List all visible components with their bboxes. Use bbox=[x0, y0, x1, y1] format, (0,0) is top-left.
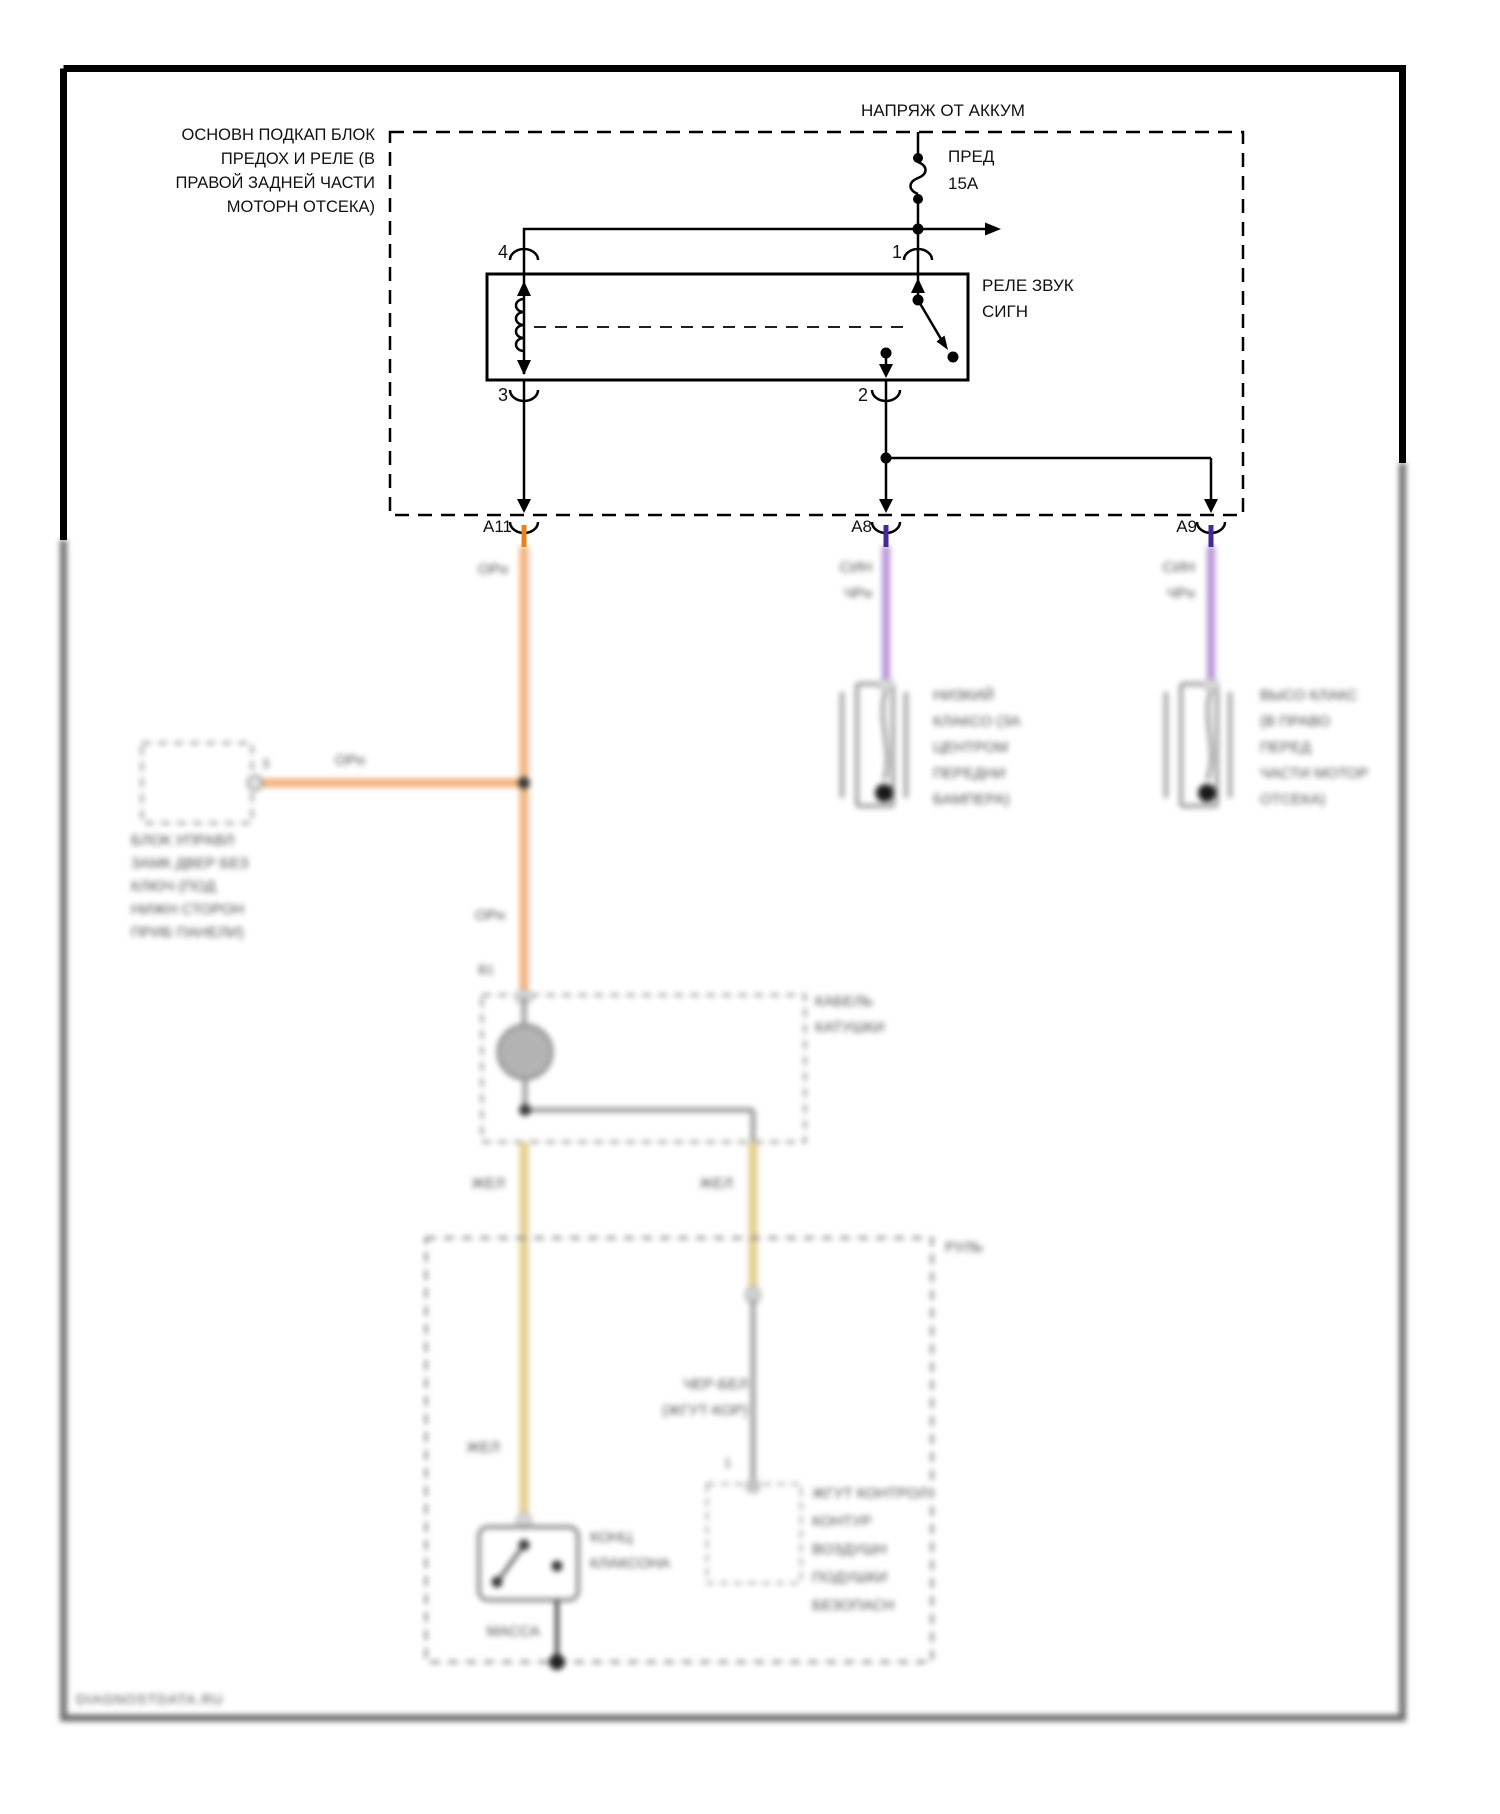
wire-color-label: ОРн bbox=[335, 752, 365, 769]
horn-high-label: ЧАСТИ МОТОР bbox=[1260, 765, 1369, 782]
relay-pin-2-label: 2 bbox=[857, 385, 868, 405]
switch-feed-arrow-up bbox=[911, 278, 925, 293]
switch-lever-arrowhead bbox=[937, 336, 949, 351]
wire-color-label: ЖЕЛ bbox=[699, 1175, 733, 1192]
switch-output-arrow-down bbox=[879, 364, 893, 378]
wire-color-label: СИН bbox=[1162, 559, 1195, 576]
fuse-block-label: ПРАВОЙ ЗАДНЕЙ ЧАСТИ bbox=[175, 174, 375, 192]
fuse-block-label: МОТОРН ОТСЕКА) bbox=[226, 198, 375, 216]
wire-color-label: СИН bbox=[839, 559, 872, 576]
wire-color-label: ЖЕЛ bbox=[471, 1175, 505, 1192]
keyless-module-label: КЛЮЧ (ПОД bbox=[131, 878, 216, 895]
sir-pin-label: 1 bbox=[724, 1455, 732, 1470]
clockspring-pin-label: В1 bbox=[478, 962, 494, 977]
pin2-branch-junction bbox=[881, 453, 892, 464]
keyless-module-label: БЛОК УПРАВЛ bbox=[131, 832, 235, 849]
connector-cups-top bbox=[510, 249, 932, 260]
clockspring-label: КАТУШКИ bbox=[815, 1019, 885, 1036]
coil-arrow-up bbox=[517, 281, 531, 296]
relay-name-label: РЕЛЕ ЗВУК bbox=[982, 276, 1074, 295]
ground-label: МАССА bbox=[486, 1623, 540, 1640]
fuse-rating-label: 15А bbox=[948, 174, 979, 193]
fuse-block-label: ПРЕДОХ И РЕЛЕ (В bbox=[220, 150, 375, 168]
watermark: DIAGNOSTDATA.RU bbox=[76, 1691, 224, 1707]
connector-a8-label: A8 bbox=[851, 517, 872, 536]
wire-color-label: (ЖГУТ-КОР) bbox=[662, 1402, 748, 1419]
wire-color-label: ЧЕР-БЕЛ bbox=[683, 1376, 748, 1393]
horn-high-label: ВЫСО КЛАКС bbox=[1260, 687, 1358, 704]
sir-harness-label: БЕЗОПАСН bbox=[812, 1597, 895, 1614]
coil-arrow-down bbox=[517, 360, 531, 375]
wire-color-label: ЖЕЛ bbox=[466, 1439, 500, 1456]
sir-harness-label: ЖГУТ КОНТРОЛ bbox=[812, 1485, 929, 1502]
relay-name-label: СИГН bbox=[982, 302, 1028, 321]
relay-pin-1-label: 1 bbox=[891, 242, 902, 262]
horn-low-label: НИЗКИЙ bbox=[933, 687, 994, 704]
relay-pin-3-label: 3 bbox=[497, 385, 508, 405]
horn-low-label: КЛАКСО (ЗА bbox=[933, 713, 1021, 730]
keyless-module-label: ПРИБ ПАНЕЛИ) bbox=[131, 924, 244, 941]
sir-harness-label: ВОЗДУШН bbox=[812, 1541, 887, 1558]
clockspring-label: КАБЕЛЬ bbox=[815, 993, 874, 1010]
keyless-module-label: ЗАМК ДВЕР БЕЗ bbox=[131, 855, 249, 872]
steering-wheel-label: РУЛЬ bbox=[945, 1239, 984, 1256]
horn-high-label: (В ПРАВО bbox=[1260, 713, 1331, 730]
switch-lever bbox=[918, 300, 941, 339]
battery-feed-wire bbox=[911, 132, 926, 229]
horn-high-label: ОТСЕКА) bbox=[1260, 791, 1326, 808]
switch-no-contact bbox=[948, 352, 959, 363]
keyless-module-label: НИЖН СТОРОН bbox=[131, 901, 245, 918]
wire-color-label: ОРн bbox=[475, 907, 505, 924]
wire-color-label: ЧРн bbox=[843, 585, 872, 602]
wire-color-label: ЧРн bbox=[1166, 585, 1195, 602]
module-pin-label: 3 bbox=[262, 756, 270, 771]
horn-switch-label: КОНЦ bbox=[590, 1529, 633, 1546]
fuse-name-label: ПРЕД bbox=[948, 147, 995, 166]
horn-low-label: БАМПЕРА) bbox=[933, 791, 1010, 808]
block-exit-arrows bbox=[517, 499, 1218, 513]
wire-color-label: ОРн bbox=[478, 561, 508, 578]
sir-harness-label: КОНТУР bbox=[812, 1513, 872, 1530]
relay-pin-4-label: 4 bbox=[497, 242, 508, 262]
horn-low-label: ПЕРЕДНИ bbox=[933, 765, 1006, 782]
fuse-block-label: ОСНОВН ПОДКАП БЛОК bbox=[181, 126, 375, 144]
connector-a11-label: A11 bbox=[483, 517, 512, 536]
horn-high-label: ПЕРЕД bbox=[1260, 739, 1311, 756]
connector-a9-label: A9 bbox=[1176, 517, 1197, 536]
sir-harness-label: ПОДУШКИ bbox=[812, 1569, 888, 1586]
horn-switch-label: КЛАКСОНА bbox=[590, 1555, 671, 1572]
horn-low-label: ЦЕНТРОМ bbox=[933, 739, 1008, 756]
battery-feed-label: НАПРЯЖ ОТ АККУМ bbox=[861, 101, 1025, 120]
right-arrowhead bbox=[985, 223, 1001, 236]
